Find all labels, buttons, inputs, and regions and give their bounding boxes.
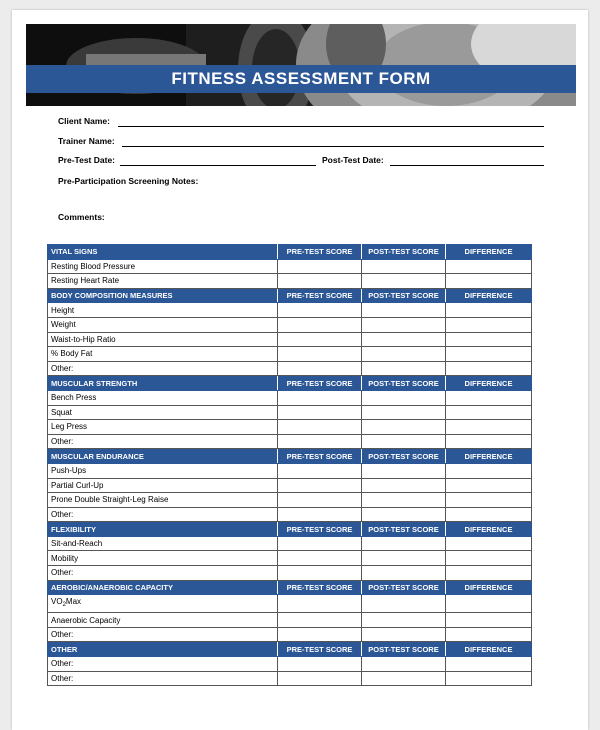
table-row [48,536,532,551]
row-label: Push-Ups [48,463,278,478]
difference-cell[interactable] [446,627,532,642]
column-header: PRE-TEST SCORE [278,288,362,303]
difference-cell[interactable] [446,420,532,435]
post-test-score-cell[interactable] [362,566,446,581]
assessment-table [47,244,532,686]
pre-test-score-cell[interactable] [278,347,362,362]
row-label: Resting Blood Pressure [48,259,278,274]
pre-test-score-cell[interactable] [278,478,362,493]
pre-test-score-cell[interactable] [278,317,362,332]
row-label: Squat [48,405,278,420]
difference-cell[interactable] [446,613,532,628]
column-header: PRE-TEST SCORE [278,580,362,595]
column-header: POST-TEST SCORE [362,522,446,537]
pre-test-score-cell[interactable] [278,303,362,318]
post-test-score-cell[interactable] [362,390,446,405]
section-header: AEROBIC/ANAEROBIC CAPACITY [48,580,278,595]
table-row [48,671,532,686]
screening-notes-label: Pre-Participation Screening Notes: [58,176,199,186]
difference-cell[interactable] [446,274,532,289]
post-test-score-cell[interactable] [362,420,446,435]
pre-test-score-cell[interactable] [278,420,362,435]
column-header: DIFFERENCE [446,580,532,595]
column-header: PRE-TEST SCORE [278,245,362,260]
pre-test-score-cell[interactable] [278,493,362,508]
difference-cell[interactable] [446,551,532,566]
row-label: Weight [48,317,278,332]
difference-cell[interactable] [446,317,532,332]
section-header-row [48,580,532,595]
difference-cell[interactable] [446,347,532,362]
column-header: DIFFERENCE [446,522,532,537]
row-label: Other: [48,566,278,581]
row-label: % Body Fat [48,347,278,362]
section-header-row [48,376,532,391]
comments-label: Comments: [58,212,105,222]
column-header: PRE-TEST SCORE [278,449,362,464]
column-header: DIFFERENCE [446,288,532,303]
difference-cell[interactable] [446,657,532,672]
pre-test-score-cell[interactable] [278,613,362,628]
post-test-score-cell[interactable] [362,493,446,508]
table-row [48,405,532,420]
difference-cell[interactable] [446,434,532,449]
post-test-score-cell[interactable] [362,317,446,332]
pre-test-score-cell[interactable] [278,274,362,289]
post-test-date-label: Post-Test Date: [322,155,384,165]
section-header-row [48,288,532,303]
row-label: Other: [48,361,278,376]
section-header: FLEXIBILITY [48,522,278,537]
table-row [48,390,532,405]
post-test-score-cell[interactable] [362,507,446,522]
row-label: Bench Press [48,390,278,405]
pre-test-score-cell[interactable] [278,551,362,566]
table-row [48,478,532,493]
difference-cell[interactable] [446,332,532,347]
pre-test-score-cell[interactable] [278,390,362,405]
table-row [48,507,532,522]
difference-cell[interactable] [446,566,532,581]
post-test-score-cell[interactable] [362,551,446,566]
post-test-score-cell[interactable] [362,259,446,274]
table-row [48,259,532,274]
pre-test-score-cell[interactable] [278,627,362,642]
post-test-score-cell[interactable] [362,434,446,449]
table-row [48,303,532,318]
column-header: POST-TEST SCORE [362,449,446,464]
row-label: Resting Heart Rate [48,274,278,289]
section-header-row [48,642,532,657]
pre-test-date-field[interactable] [120,165,316,166]
column-header: DIFFERENCE [446,245,532,260]
row-label: Other: [48,657,278,672]
table-row [48,551,532,566]
section-header: VITAL SIGNS [48,245,278,260]
post-test-score-cell[interactable] [362,347,446,362]
section-header: MUSCULAR STRENGTH [48,376,278,391]
difference-cell[interactable] [446,303,532,318]
difference-cell[interactable] [446,507,532,522]
post-test-date-field[interactable] [390,165,544,166]
post-test-score-cell[interactable] [362,595,446,613]
table-row [48,420,532,435]
section-header: BODY COMPOSITION MEASURES [48,288,278,303]
difference-cell[interactable] [446,536,532,551]
table-row [48,434,532,449]
row-label: Height [48,303,278,318]
table-row [48,627,532,642]
pre-test-date-label: Pre-Test Date: [58,155,115,165]
pre-test-score-cell[interactable] [278,434,362,449]
difference-cell[interactable] [446,493,532,508]
row-label: Waist-to-Hip Ratio [48,332,278,347]
column-header: DIFFERENCE [446,376,532,391]
post-test-score-cell[interactable] [362,405,446,420]
pre-test-score-cell[interactable] [278,259,362,274]
section-header-row [48,449,532,464]
pre-test-score-cell[interactable] [278,405,362,420]
post-test-score-cell[interactable] [362,536,446,551]
post-test-score-cell[interactable] [362,463,446,478]
post-test-score-cell[interactable] [362,657,446,672]
pre-test-score-cell[interactable] [278,671,362,686]
row-label: $VO_2Max$ [48,595,278,613]
section-header-row [48,522,532,537]
pre-test-score-cell[interactable] [278,507,362,522]
column-header: PRE-TEST SCORE [278,642,362,657]
post-test-score-cell[interactable] [362,274,446,289]
section-header: OTHER [48,642,278,657]
trainer-name-label: Trainer Name: [58,136,115,146]
column-header: DIFFERENCE [446,449,532,464]
column-header: POST-TEST SCORE [362,245,446,260]
post-test-score-cell[interactable] [362,627,446,642]
client-name-label: Client Name: [58,116,110,126]
column-header: PRE-TEST SCORE [278,376,362,391]
pre-test-score-cell[interactable] [278,536,362,551]
pre-test-score-cell[interactable] [278,566,362,581]
column-header: POST-TEST SCORE [362,580,446,595]
column-header: POST-TEST SCORE [362,376,446,391]
table-row [48,361,532,376]
difference-cell[interactable] [446,463,532,478]
trainer-name-field[interactable] [122,146,544,147]
column-header: POST-TEST SCORE [362,642,446,657]
table-row [48,493,532,508]
post-test-score-cell[interactable] [362,303,446,318]
row-label: Sit-and-Reach [48,536,278,551]
column-header: DIFFERENCE [446,642,532,657]
post-test-score-cell[interactable] [362,478,446,493]
pre-test-score-cell[interactable] [278,463,362,478]
difference-cell[interactable] [446,595,532,613]
section-header-row [48,245,532,260]
row-label: Other: [48,671,278,686]
row-label: Other: [48,627,278,642]
post-test-score-cell[interactable] [362,613,446,628]
section-header: MUSCULAR ENDURANCE [48,449,278,464]
difference-cell[interactable] [446,390,532,405]
post-test-score-cell[interactable] [362,671,446,686]
pre-test-score-cell[interactable] [278,657,362,672]
row-label: Prone Double Straight-Leg Raise [48,493,278,508]
table-row [48,274,532,289]
table-row [48,566,532,581]
table-row [48,317,532,332]
difference-cell[interactable] [446,361,532,376]
table-row [48,347,532,362]
column-header: POST-TEST SCORE [362,288,446,303]
pre-test-score-cell[interactable] [278,332,362,347]
difference-cell[interactable] [446,405,532,420]
row-label: Other: [48,507,278,522]
row-label: Partial Curl-Up [48,478,278,493]
row-label: Other: [48,434,278,449]
table-row [48,595,532,613]
pre-test-score-cell[interactable] [278,361,362,376]
table-row [48,613,532,628]
table-row [48,463,532,478]
table-row [48,332,532,347]
column-header: PRE-TEST SCORE [278,522,362,537]
pre-test-score-cell[interactable] [278,595,362,613]
client-name-field[interactable] [118,126,544,127]
difference-cell[interactable] [446,259,532,274]
difference-cell[interactable] [446,478,532,493]
difference-cell[interactable] [446,671,532,686]
post-test-score-cell[interactable] [362,332,446,347]
row-label: Anaerobic Capacity [48,613,278,628]
row-label: Leg Press [48,420,278,435]
form-title: FITNESS ASSESSMENT FORM [26,65,576,93]
table-row [48,657,532,672]
row-label: Mobility [48,551,278,566]
post-test-score-cell[interactable] [362,361,446,376]
header-banner [26,24,576,106]
